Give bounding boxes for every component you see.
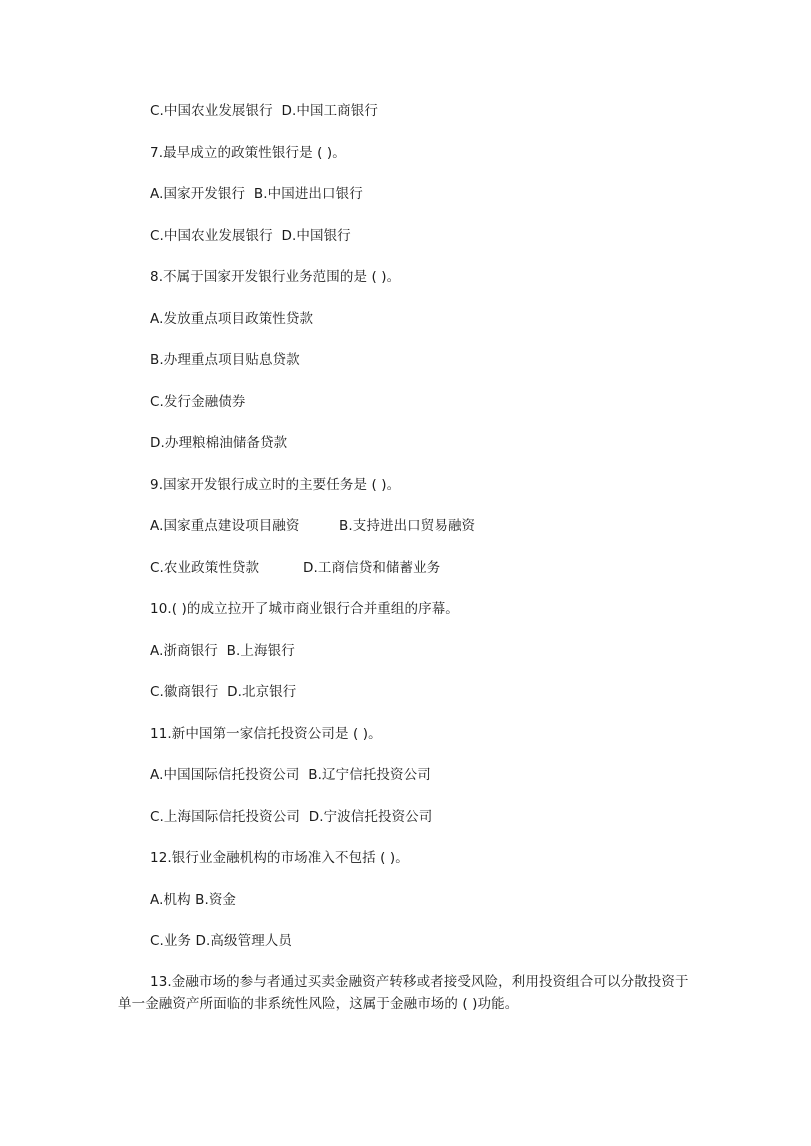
option-line-6cd: C.中国农业发展银行 D.中国工商银行 bbox=[150, 103, 378, 119]
option-line-8c: C.发行金融债券 bbox=[150, 394, 246, 410]
option-line-8a: A.发放重点项目政策性贷款 bbox=[150, 311, 314, 327]
question-8: 8.不属于国家开发银行业务范围的是 ( )。 bbox=[150, 269, 401, 285]
option-line-11ab: A.中国国际信托投资公司 B.辽宁信托投资公司 bbox=[150, 767, 431, 783]
option-line-9ab: A.国家重点建设项目融资 B.支持进出口贸易融资 bbox=[150, 518, 476, 534]
question-10: 10.( )的成立拉开了城市商业银行合并重组的序幕。 bbox=[150, 601, 459, 617]
question-7: 7.最早成立的政策性银行是 ( )。 bbox=[150, 145, 346, 161]
option-line-8d: D.办理粮棉油储备贷款 bbox=[150, 435, 288, 451]
option-line-10cd: C.徽商银行 D.北京银行 bbox=[150, 684, 297, 700]
option-line-7ab: A.国家开发银行 B.中国进出口银行 bbox=[150, 186, 363, 202]
option-line-11cd: C.上海国际信托投资公司 D.宁波信托投资公司 bbox=[150, 809, 433, 825]
option-line-9cd: C.农业政策性贷款 D.工商信贷和储蓄业务 bbox=[150, 560, 441, 576]
option-line-12ab: A.机构 B.资金 bbox=[150, 892, 237, 908]
question-12: 12.银行业金融机构的市场准入不包括 ( )。 bbox=[150, 850, 409, 866]
question-11: 11.新中国第一家信托投资公司是 ( )。 bbox=[150, 726, 382, 742]
option-line-10ab: A.浙商银行 B.上海银行 bbox=[150, 643, 295, 659]
option-line-12cd: C.业务 D.高级管理人员 bbox=[150, 933, 292, 949]
question-13: 13.金融市场的参与者通过买卖金融资产转移或者接受风险，利用投资组合可以分散投资于单一金融资产所面临的非系统性风险，这属于金融市场的 ( )功能。 bbox=[118, 974, 689, 1012]
question-9: 9.国家开发银行成立时的主要任务是 ( )。 bbox=[150, 477, 401, 493]
option-line-7cd: C.中国农业发展银行 D.中国银行 bbox=[150, 228, 351, 244]
option-line-8b: B.办理重点项目贴息贷款 bbox=[150, 352, 300, 368]
